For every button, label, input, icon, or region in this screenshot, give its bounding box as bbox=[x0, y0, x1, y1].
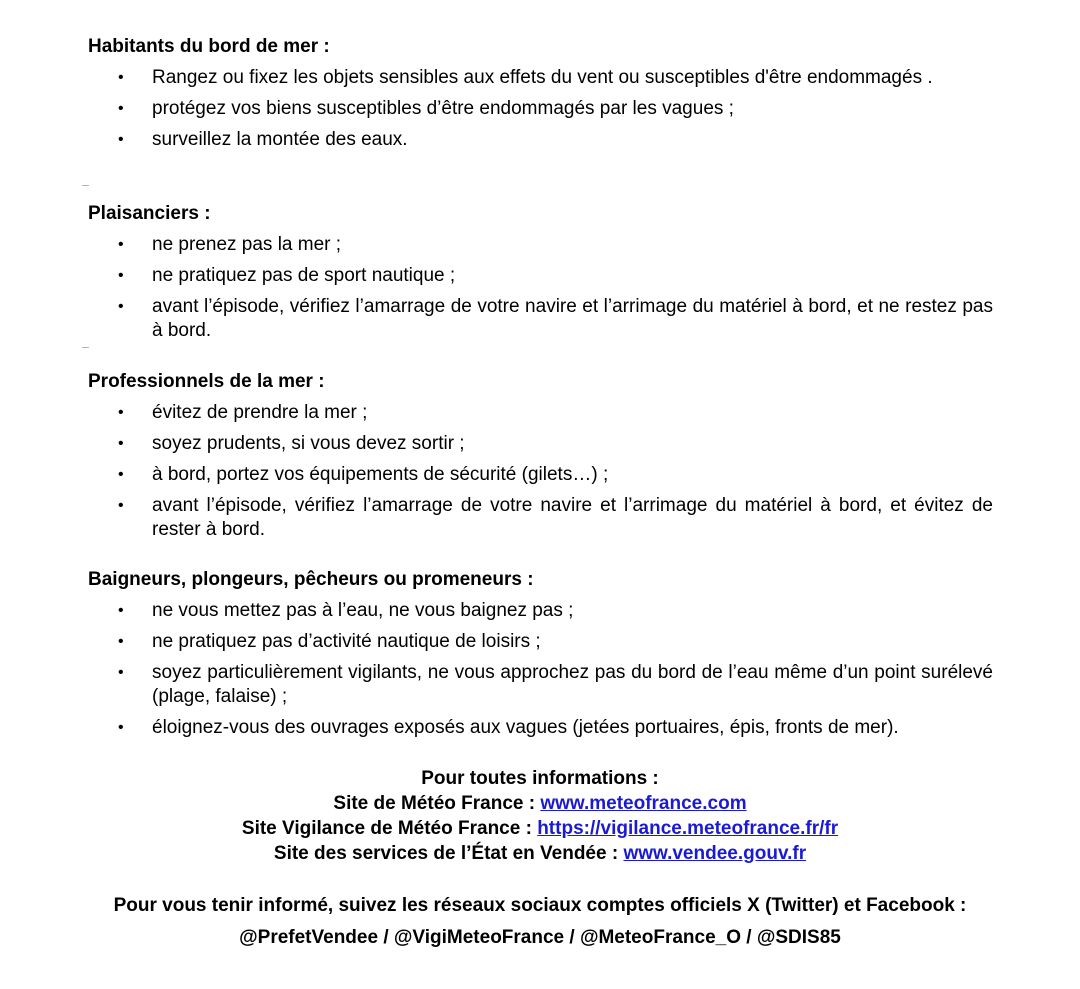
list-item bbox=[88, 432, 993, 456]
bullet-icon: • bbox=[118, 497, 124, 514]
vigilance-link[interactable]: https://vigilance.meteofrance.fr/fr bbox=[537, 818, 839, 839]
info-link-label: Site des services de l’État en Vendée : bbox=[273, 843, 624, 864]
bullet-icon: • bbox=[118, 719, 124, 736]
info-link-row bbox=[0, 841, 1080, 866]
list-item bbox=[88, 599, 993, 623]
bullet-icon: • bbox=[118, 236, 124, 253]
list-item-text: éloignez-vous des ouvrages exposés aux vagues (jetées portuaires, épis, fronts de mer). bbox=[152, 717, 899, 738]
section-title: Plaisanciers : bbox=[88, 203, 211, 224]
list-item bbox=[88, 494, 993, 542]
bullet-icon: • bbox=[118, 404, 124, 421]
list-item bbox=[88, 661, 993, 709]
social-intro: Pour vous tenir informé, suivez les réseaux sociaux comptes officiels X (Twitter) et Facebook : bbox=[113, 895, 967, 916]
list-item bbox=[88, 233, 993, 257]
list-item-text: soyez particulièrement vigilants, ne vous approchez pas du bord de l’eau même d’un point surélevé (plage, falaise) ; bbox=[152, 662, 993, 707]
vendee-gouv-link[interactable]: www.vendee.gouv.fr bbox=[623, 843, 807, 864]
list-item bbox=[88, 463, 993, 487]
info-block bbox=[0, 766, 1080, 866]
margin-tick bbox=[82, 347, 89, 348]
bullet-icon: • bbox=[118, 633, 124, 650]
section-title: Habitants du bord de mer : bbox=[88, 36, 330, 57]
list-item-text: ne prenez pas la mer ; bbox=[152, 234, 342, 255]
bullet-icon: • bbox=[118, 466, 124, 483]
list-item bbox=[88, 66, 993, 90]
bullet-list bbox=[88, 401, 993, 542]
bullet-icon: • bbox=[118, 69, 124, 86]
list-item bbox=[88, 295, 993, 343]
section-boaters bbox=[88, 201, 993, 350]
list-item-text: à bord, portez vos équipements de sécurité (gilets…) ; bbox=[152, 464, 609, 485]
info-link-row bbox=[0, 791, 1080, 816]
social-accounts: @PrefetVendee / @VigiMeteoFrance / @MeteoFrance_O / @SDIS85 bbox=[239, 927, 841, 948]
list-item-text: ne pratiquez pas d’activité nautique de loisirs ; bbox=[152, 631, 541, 652]
list-item-text: protégez vos biens susceptibles d’être endommagés par les vagues ; bbox=[152, 98, 734, 119]
list-item bbox=[88, 128, 993, 152]
list-item-text: ne vous mettez pas à l’eau, ne vous baignez pas ; bbox=[152, 600, 574, 621]
list-item-text: Rangez ou fixez les objets sensibles aux effets du vent ou susceptibles d'être endommagés . bbox=[152, 67, 933, 88]
list-item bbox=[88, 401, 993, 425]
bullet-icon: • bbox=[118, 131, 124, 148]
margin-tick bbox=[82, 185, 89, 186]
bullet-list bbox=[88, 233, 993, 343]
list-item bbox=[88, 630, 993, 654]
info-heading: Pour toutes informations : bbox=[421, 768, 659, 789]
list-item-text: ne pratiquez pas de sport nautique ; bbox=[152, 265, 456, 286]
bullet-list bbox=[88, 66, 993, 152]
info-link-label: Site Vigilance de Météo France : bbox=[241, 818, 538, 839]
list-item bbox=[88, 97, 993, 121]
social-block bbox=[0, 890, 1080, 954]
section-swimmers bbox=[88, 567, 993, 747]
bullet-icon: • bbox=[118, 100, 124, 117]
list-item bbox=[88, 716, 993, 740]
bullet-icon: • bbox=[118, 267, 124, 284]
section-title: Professionnels de la mer : bbox=[88, 371, 325, 392]
list-item-text: avant l’épisode, vérifiez l’amarrage de votre navire et l’arrimage du matériel à bord, et ne restez pas à bord. bbox=[152, 296, 993, 341]
bullet-icon: • bbox=[118, 664, 124, 681]
bullet-icon: • bbox=[118, 435, 124, 452]
list-item-text: soyez prudents, si vous devez sortir ; bbox=[152, 433, 465, 454]
list-item-text: surveillez la montée des eaux. bbox=[152, 129, 408, 150]
info-link-row bbox=[0, 816, 1080, 841]
section-title: Baigneurs, plongeurs, pêcheurs ou promeneurs : bbox=[88, 569, 534, 590]
bullet-icon: • bbox=[118, 298, 124, 315]
info-link-label: Site de Météo France : bbox=[333, 793, 541, 814]
section-sea-professionals bbox=[88, 369, 993, 549]
bullet-list bbox=[88, 599, 993, 740]
bullet-icon: • bbox=[118, 602, 124, 619]
list-item-text: évitez de prendre la mer ; bbox=[152, 402, 368, 423]
meteofrance-link[interactable]: www.meteofrance.com bbox=[540, 793, 747, 814]
section-residents bbox=[88, 34, 993, 159]
list-item bbox=[88, 264, 993, 288]
list-item-text: avant l’épisode, vérifiez l’amarrage de votre navire et l’arrimage du matériel à bord, et évitez de rester à bord. bbox=[152, 495, 993, 540]
